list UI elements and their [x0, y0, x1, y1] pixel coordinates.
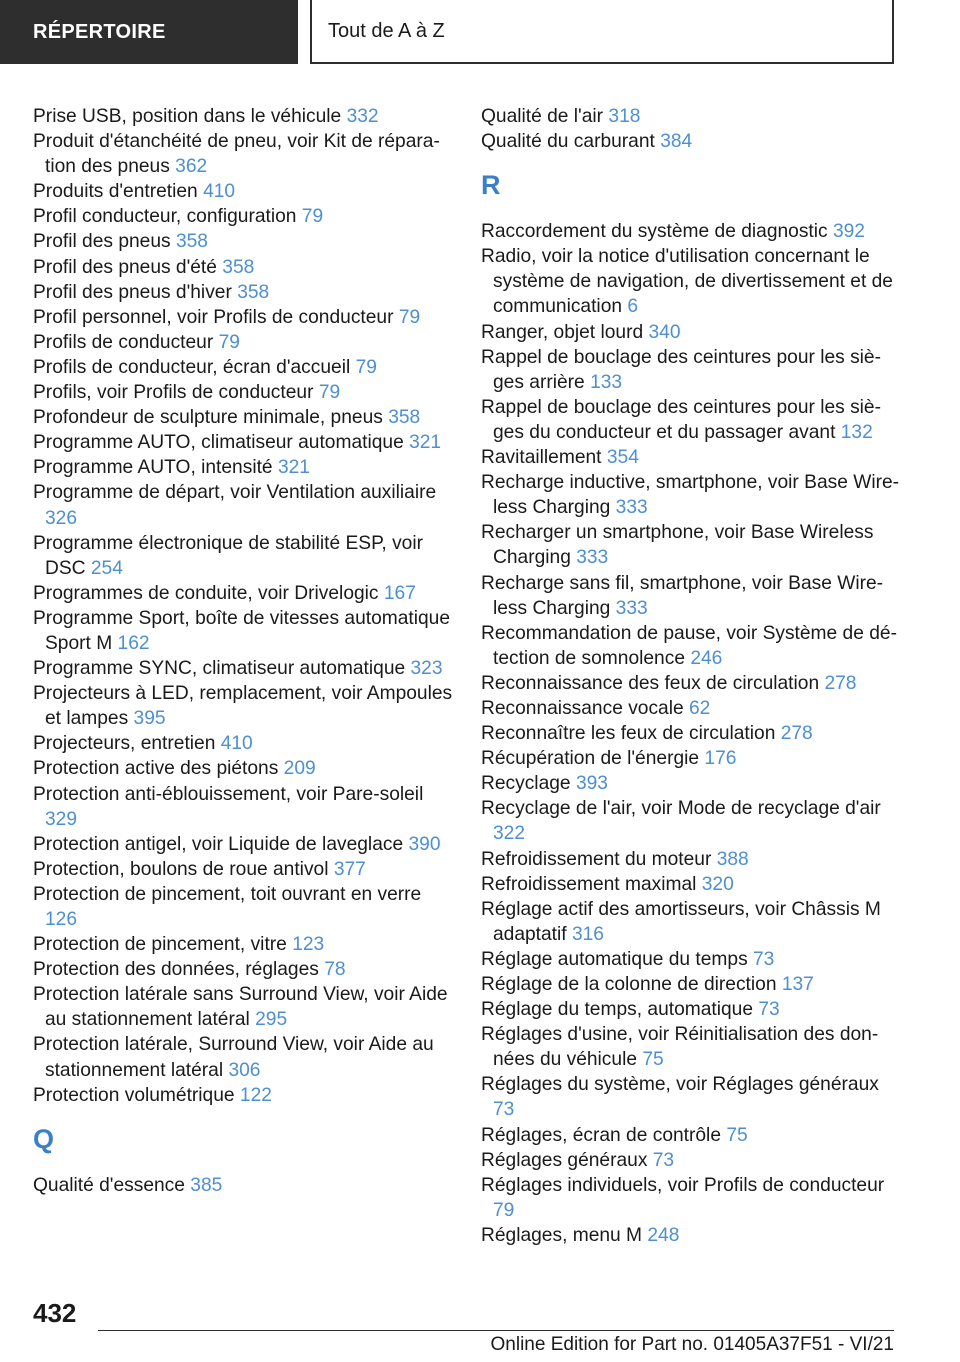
index-entry-text: Ranger, objet lourd	[481, 321, 644, 343]
index-entry	[481, 1123, 901, 1148]
page-reference-link[interactable]: 358	[237, 281, 270, 303]
index-entry-text: Reconnaissance des feux de circulation	[481, 672, 820, 694]
page-reference-link[interactable]: 79	[218, 331, 240, 353]
page-reference-link[interactable]: 333	[615, 597, 648, 619]
page-reference-link[interactable]: 75	[726, 1124, 748, 1146]
index-entry-text: Raccordement du système de diagnostic	[481, 221, 828, 243]
page-reference-link[interactable]: 73	[493, 1099, 515, 1121]
index-entry-text: Qualité d'essence	[33, 1174, 185, 1196]
index-entry	[481, 1072, 901, 1122]
page-reference-link[interactable]: 79	[355, 356, 377, 378]
page-reference-link[interactable]: 73	[652, 1149, 675, 1171]
index-entry-text: Profils de conducteur	[33, 331, 214, 353]
index-entry-text: Protection antigel, voir Liquide de laveglace	[33, 833, 404, 855]
index-entry	[33, 480, 453, 530]
index-entry	[33, 330, 453, 355]
index-entry-text: Réglages d'usine, voir Réinitialisation des données du véhicule	[481, 1024, 879, 1071]
index-entry-text: Programme électronique de stabilité ESP, voir DSC	[33, 532, 423, 579]
page-reference-link[interactable]: 122	[239, 1084, 272, 1106]
index-entry	[481, 244, 901, 319]
index-entry	[33, 957, 453, 982]
index-entry	[481, 847, 901, 872]
index-entry	[33, 455, 453, 480]
index-entry	[33, 832, 453, 857]
index-letter-heading: Q	[33, 1123, 55, 1154]
page-reference-link[interactable]: 333	[615, 497, 648, 519]
page-reference-link[interactable]: 323	[410, 658, 443, 680]
index-entry-text: Réglages, écran de contrôle	[481, 1124, 721, 1146]
page-reference-link[interactable]: 358	[388, 407, 421, 429]
index-entry	[481, 721, 901, 746]
index-entry	[481, 947, 901, 972]
page-reference-link[interactable]: 320	[701, 873, 734, 895]
index-entry	[33, 1032, 453, 1082]
index-entry-text: Programme de départ, voir Ventilation auxiliaire	[33, 482, 437, 504]
index-entry-text: Réglages du système, voir Réglages généraux	[481, 1074, 879, 1096]
index-entry-text: Profondeur de sculpture minimale, pneus	[33, 407, 383, 429]
index-entry-text: Protection anti-éblouissement, voir Pare-soleil	[33, 783, 424, 805]
index-entry	[481, 445, 901, 470]
index-entry	[481, 104, 901, 129]
index-entry-text: Profil conducteur, configuration	[33, 206, 297, 228]
subsection-title: Tout de A à Z	[328, 20, 445, 42]
page-reference-link[interactable]: 295	[255, 1009, 288, 1031]
index-entry	[33, 681, 453, 731]
index-letter-heading: R	[481, 170, 501, 201]
index-entry-text: Produits d'entretien	[33, 181, 198, 203]
page-reference-link[interactable]: 321	[409, 432, 442, 454]
index-entry	[33, 782, 453, 832]
subsection-tab	[310, 0, 894, 64]
index-entry	[481, 997, 901, 1022]
index-entry	[481, 395, 901, 445]
page-reference-link[interactable]: 358	[222, 256, 255, 278]
index-entry-text: Protection des données, réglages	[33, 959, 319, 981]
index-entry	[481, 621, 901, 671]
index-entry-text: Protection de pincement, vitre	[33, 934, 287, 956]
index-entry-text: Protection, boulons de roue antivol	[33, 858, 329, 880]
index-column-right	[481, 104, 901, 1248]
index-entry-text: Profils de conducteur, écran d'accueil	[33, 356, 351, 378]
page-reference-link[interactable]: 162	[117, 632, 150, 654]
index-entry-text: Recommandation de pause, voir Système de détection de somnolence	[481, 622, 897, 669]
index-entry	[481, 696, 901, 721]
index-entry	[481, 345, 901, 395]
page-reference-link[interactable]: 340	[648, 321, 681, 343]
index-entry-text: Programme AUTO, climatiseur automatique	[33, 432, 404, 454]
page-reference-link[interactable]: 79	[493, 1199, 515, 1221]
index-entry-text: Recharge sans fil, smartphone, voir Base Wireless Charging	[481, 572, 884, 619]
index-entry-text: Programme Sport, boîte de vitesses automatique Sport M	[33, 607, 451, 654]
index-entry-text: Réglage du temps, automatique	[481, 999, 753, 1021]
index-entry-text: Récupération de l'énergie	[481, 748, 700, 770]
index-entry-text: Qualité de l'air	[481, 106, 604, 127]
index-entry	[481, 219, 901, 244]
page-reference-link[interactable]: 167	[383, 582, 416, 604]
page-reference-link[interactable]: 354	[606, 447, 639, 469]
index-entry	[33, 405, 453, 430]
footer-divider	[98, 1330, 894, 1331]
index-entry-text: Protection volumétrique	[33, 1084, 235, 1106]
index-entry-text: Protection latérale sans Surround View, voir Aide au stationnement latéral	[33, 984, 448, 1031]
page-reference-link[interactable]: 176	[704, 748, 737, 770]
index-entry	[33, 1173, 453, 1198]
page-reference-link[interactable]: 62	[689, 697, 711, 719]
page-reference-link[interactable]: 78	[324, 959, 346, 981]
index-entry	[481, 1022, 901, 1072]
index-entry-text: Profil personnel, voir Profils de conducteur	[33, 306, 394, 328]
index-entry	[33, 305, 453, 330]
index-entry	[481, 1223, 901, 1248]
page-reference-link[interactable]: 73	[753, 948, 775, 970]
page-reference-link[interactable]: 377	[333, 858, 366, 880]
index-entry	[33, 581, 453, 606]
index-entry-text: Rappel de bouclage des ceintures pour les sièges arrière	[481, 346, 881, 393]
index-entry	[33, 882, 453, 932]
edition-text: Online Edition for Part no. 01405A37F51 - VI/21	[490, 1334, 894, 1355]
page-reference-link[interactable]: 6	[627, 296, 639, 318]
index-entry-text: Protection latérale, Surround View, voir Aide au stationnement latéral	[33, 1034, 434, 1081]
section-title: RÉPERTOIRE	[33, 21, 166, 43]
index-entry	[33, 380, 453, 405]
page-reference-link[interactable]: 332	[346, 106, 379, 127]
page-reference-link[interactable]: 306	[228, 1059, 261, 1081]
index-entry	[33, 355, 453, 380]
page-reference-link[interactable]: 384	[660, 131, 693, 153]
page-reference-link[interactable]: 329	[45, 808, 78, 830]
index-entry-text: Profil des pneus	[33, 231, 171, 253]
page-reference-link[interactable]: 410	[220, 733, 253, 755]
page-reference-link[interactable]: 358	[175, 231, 208, 253]
page-reference-link[interactable]: 123	[292, 934, 325, 956]
index-entry	[481, 1148, 901, 1173]
index-entry	[33, 104, 453, 129]
page-reference-link[interactable]: 316	[571, 923, 604, 945]
index-entry	[33, 656, 453, 681]
page-reference-link[interactable]: 79	[301, 206, 324, 228]
page-reference-link[interactable]: 248	[647, 1224, 680, 1246]
section-tab	[0, 0, 298, 64]
page-number: 432	[33, 1298, 77, 1328]
page-reference-link[interactable]: 126	[45, 909, 78, 930]
index-entry-text: Reconnaissance vocale	[481, 697, 684, 719]
index-entry-text: Recharge inductive, smartphone, voir Base Wireless Charging	[481, 472, 900, 519]
index-entry	[481, 746, 901, 771]
page-reference-link[interactable]: 321	[277, 457, 310, 479]
index-entry	[481, 897, 901, 947]
index-entry	[33, 204, 453, 229]
page-reference-link[interactable]: 410	[203, 181, 236, 203]
page-reference-link[interactable]: 390	[408, 833, 441, 855]
index-entry-text: Projecteurs, entretien	[33, 733, 216, 755]
index-entry	[481, 571, 901, 621]
index-entry	[33, 179, 453, 204]
index-entry-text: Recharger un smartphone, voir Base Wireless Charging	[481, 522, 874, 569]
index-entry-text: Protection active des piétons	[33, 758, 279, 780]
index-entry-text: Qualité du carburant	[481, 131, 655, 153]
index-entry	[481, 470, 901, 520]
index-entry	[33, 1083, 453, 1108]
index-entry	[33, 982, 453, 1032]
index-entry-text: Radio, voir la notice d'utilisation concernant le système de navigation, de divertissement et de communication	[481, 246, 893, 318]
index-entry	[481, 872, 901, 897]
page-reference-link[interactable]: 385	[190, 1174, 223, 1196]
index-entry	[33, 731, 453, 756]
index-entry	[481, 129, 901, 154]
index-column-left	[33, 104, 453, 1198]
index-entry	[481, 320, 901, 345]
page-reference-link[interactable]: 132	[840, 421, 873, 443]
index-entry-text: Protection de pincement, toit ouvrant en verre	[33, 883, 422, 905]
page-reference-link[interactable]: 278	[780, 723, 813, 745]
page-reference-link[interactable]: 254	[90, 557, 123, 579]
page-reference-link[interactable]: 395	[133, 708, 166, 730]
index-entry-text: Prise USB, position dans le véhicule	[33, 106, 342, 127]
page-reference-link[interactable]: 73	[758, 999, 780, 1021]
index-entry-text: Ravitaillement	[481, 447, 602, 469]
index-entry-text: Profils, voir Profils de conducteur	[33, 382, 314, 404]
page-reference-link[interactable]: 326	[45, 507, 78, 529]
index-entry-text: Réglage de la colonne de direction	[481, 974, 777, 995]
index-entry-text: Recyclage de l'air, voir Mode de recyclage d'air	[481, 798, 881, 820]
page-reference-link[interactable]: 333	[576, 547, 609, 569]
index-entry-text: Programme SYNC, climatiseur automatique	[33, 658, 406, 680]
index-entry	[33, 932, 453, 957]
index-entry	[33, 229, 453, 254]
page-reference-link[interactable]: 318	[608, 106, 641, 127]
index-entry	[33, 129, 453, 179]
page-reference-link[interactable]: 388	[716, 848, 749, 870]
page-reference-link[interactable]: 278	[824, 672, 857, 694]
page-reference-link[interactable]: 322	[493, 823, 526, 845]
index-entry	[481, 771, 901, 796]
index-entry	[33, 430, 453, 455]
page-reference-link[interactable]: 246	[690, 647, 723, 669]
index-entry-text: Réglage actif des amortisseurs, voir Châssis M adaptatif	[481, 898, 881, 945]
index-entry	[33, 280, 453, 305]
page-reference-link[interactable]: 393	[575, 773, 608, 795]
page-reference-link[interactable]: 209	[283, 758, 316, 780]
index-entry-text: Programmes de conduite, voir Drivelogic	[33, 582, 379, 604]
page-reference-link[interactable]: 79	[318, 382, 341, 404]
index-entry	[481, 520, 901, 570]
index-entry-text: Programme AUTO, intensité	[33, 457, 273, 479]
index-entry-text: Profil des pneus d'hiver	[33, 281, 232, 303]
index-entry-text: Recyclage	[481, 773, 571, 795]
index-entry-text: Refroidissement maximal	[481, 873, 697, 895]
index-entry-text: Réglages, menu M	[481, 1224, 643, 1246]
index-entry-text: Rappel de bouclage des ceintures pour les sièges du conducteur et du passager avant	[481, 396, 881, 443]
page-reference-link[interactable]: 392	[832, 221, 865, 243]
index-entry	[481, 1173, 901, 1223]
index-entry	[481, 671, 901, 696]
index-entry-text: Réglage automatique du temps	[481, 948, 748, 970]
index-entry	[481, 796, 901, 846]
page-reference-link[interactable]: 362	[175, 156, 208, 178]
page-reference-link[interactable]: 133	[590, 371, 623, 393]
index-entry	[481, 972, 901, 997]
page-reference-link[interactable]: 137	[781, 974, 814, 995]
index-entry-text: Refroidissement du moteur	[481, 848, 712, 870]
index-entry	[33, 756, 453, 781]
index-entry	[33, 857, 453, 882]
index-entry-text: Réglages généraux	[481, 1149, 648, 1171]
page-reference-link[interactable]: 75	[642, 1049, 664, 1071]
index-entry-text: Réglages individuels, voir Profils de conducteur	[481, 1174, 885, 1196]
index-entry	[33, 531, 453, 581]
index-entry	[33, 255, 453, 280]
index-entry-text: Produit d'étanchéité de pneu, voir Kit de réparation des pneus	[33, 131, 440, 178]
index-entry-text: Projecteurs à LED, remplacement, voir Ampoules et lampes	[33, 683, 453, 730]
page-reference-link[interactable]: 79	[398, 306, 421, 328]
index-entry-text: Reconnaître les feux de circulation	[481, 723, 776, 745]
index-entry	[33, 606, 453, 656]
index-entry-text: Profil des pneus d'été	[33, 256, 217, 278]
